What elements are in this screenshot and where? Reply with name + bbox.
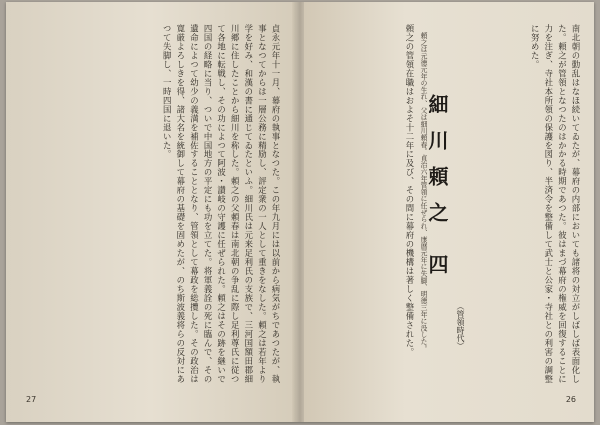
open-book [6,2,594,422]
right-page-number: 26 [565,395,576,404]
left-page-body-text: 貞永元年十一月、幕府の執事となつた。この年九月には以前から病気がちであつたが、執事となつてからは一層公務に精励し、評定衆の一人として重きをなした。頼之は若年より学を好み、和漢の書に通じてゐたといふ。細川氏は元来足利氏の支族で、三河国額田郡細川郷に住したことから細川を称した。頼之の父頼春は南北朝の争乱に際し足利尊氏に従つて各地に転戦し、その功によつて阿波・讃岐の守護に任ぜられた。頼之はその跡を継いで四国の経略に当り、ついで中国地方の平定にも功を立てた。将軍義詮の死に臨んで、その遺命によつて幼少の義満を補佐することとなり、管領として幕政を総攬した。その政治は寛厳よろしきを得、諸大名を統御して幕府の基礎を固めたが、のち斯波義将らの反対にあつて失脚し、一時四国に退いた。 [162,24,281,384]
chapter-number: 四 [425,254,449,274]
right-page [304,2,594,422]
left-page-number: 27 [26,395,37,404]
right-page-after-text: 頼之の管領在職はおよそ十二年に及び、その間に幕府の機構は著しく整備された。 [405,24,415,357]
right-page-intro-text: 南北朝の動乱はなほ続いてゐたが、幕府の内部においても諸将の対立がしばしば表面化した。頼之が管領となつたのはかかる時期であつた。彼はまづ幕府の権威を回復することに力を注ぎ、寺社本所領の保護を図り、半済令を整備して武士と公家・寺社との利害の調整に努めた。 [530,24,581,384]
chapter-heading: 細川頼之 [425,94,449,238]
chapter-subheading: （管領時代） [456,302,465,350]
chapter-note: 頼之は元徳元年の生れ、父は細川頼春。貞治六年管領に任ぜられ、康暦元年に失脚、明徳三年に没した。 [419,32,427,352]
left-page [6,2,296,422]
